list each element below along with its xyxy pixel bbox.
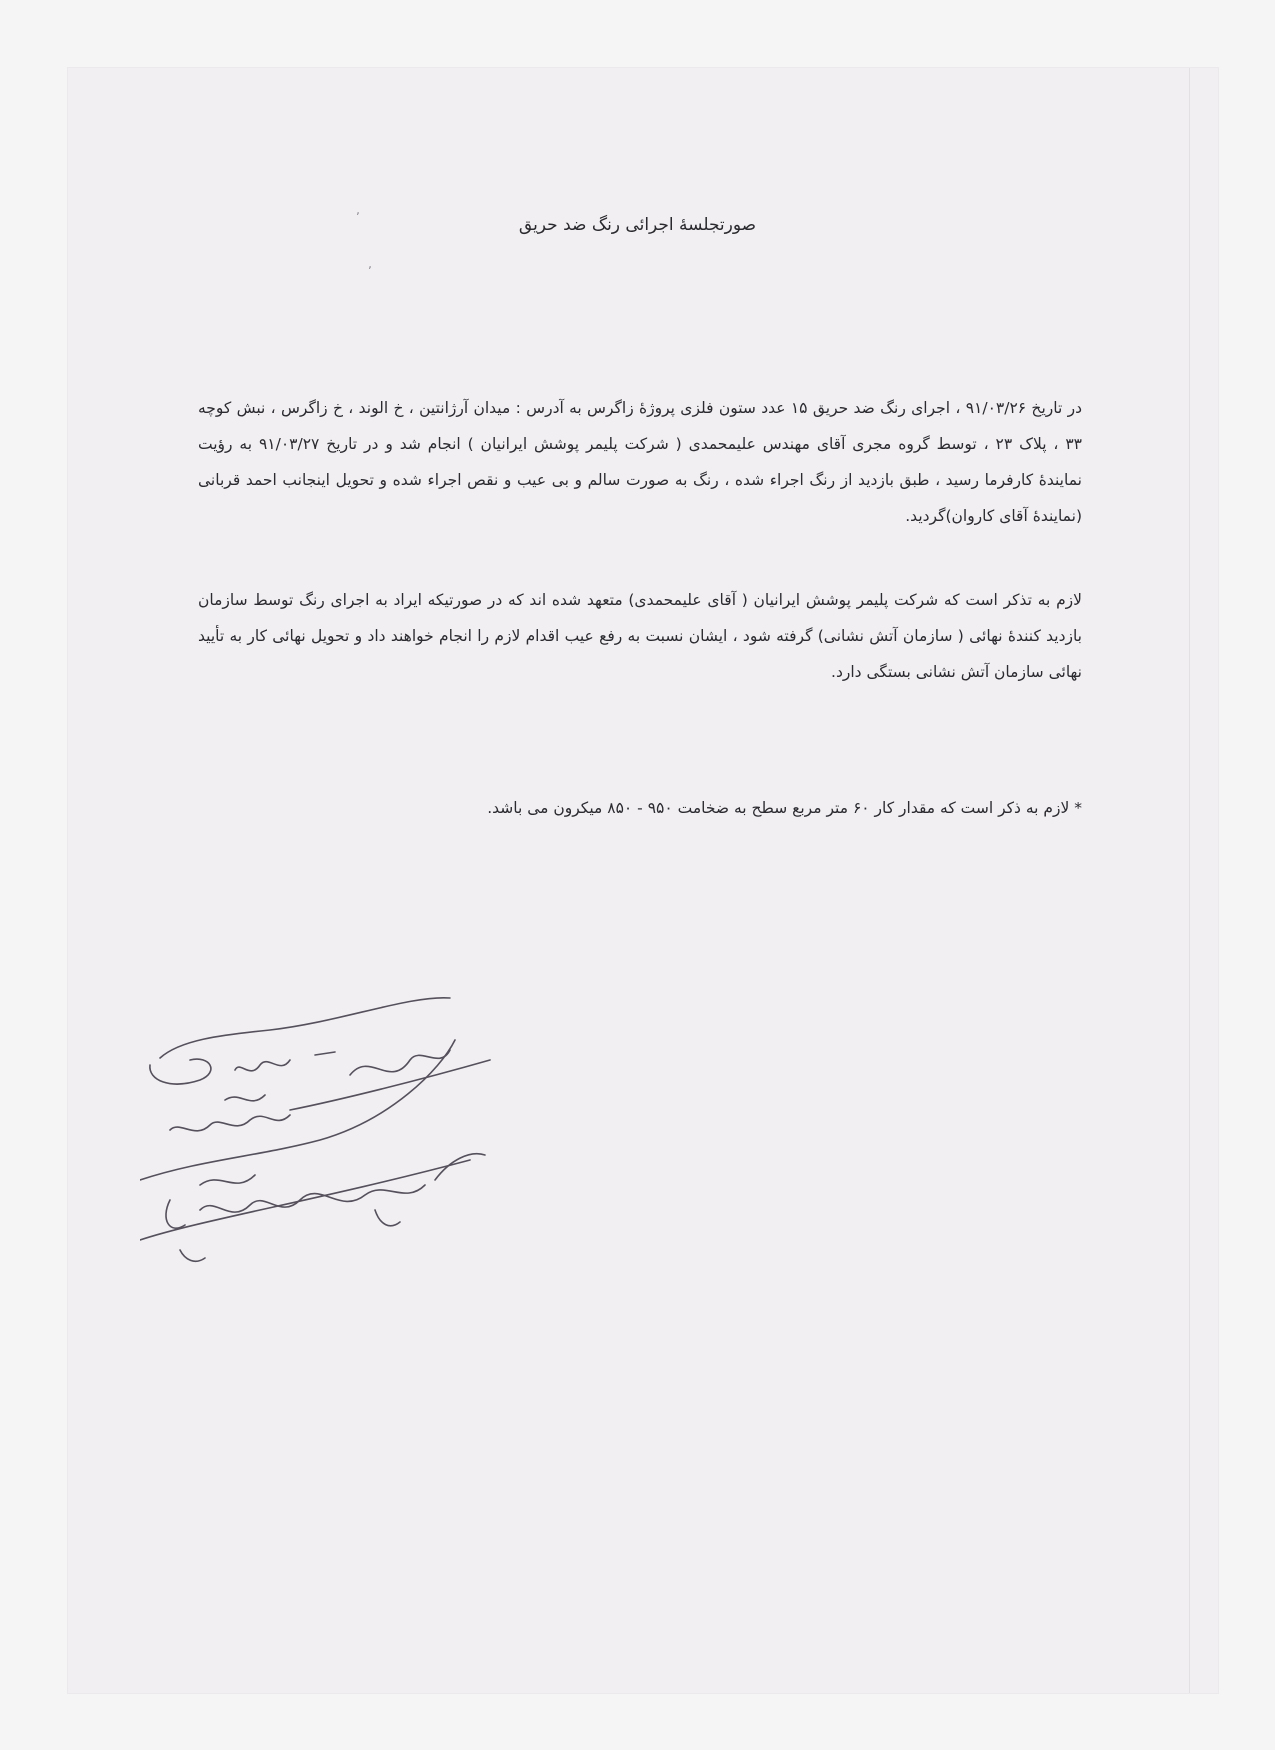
handwritten-signature: [140, 980, 560, 1280]
document-sheet: [68, 68, 1218, 1693]
paragraph-2: لازم به تذکر است که شرکت پلیمر پوشش ایرانیان ( آقای علیمحمدی) متعهد شده اند که در صورتیکه ایراد به اجرای رنگ توسط سازمان بازدید کنندهٔ نهائی ( سازمان آتش نشانی) گرفته شود ، ایشان نسبت به رفع عیب اقدام لازم را انجام خواهند داد و تحویل نهائی کار به تأیید نهائی سازمان آتش نشانی بستگی دارد.: [198, 591, 1082, 681]
document-title: صورتجلسهٔ اجرائی رنگ ضد حریق: [518, 215, 757, 235]
note-line: * لازم به ذکر است که مقدار کار ۶۰ متر مربع سطح به ضخامت ۹۵۰ - ۸۵۰ میکرون می باشد.: [487, 799, 1082, 817]
scan-speck: ٬: [356, 210, 360, 224]
scan-edge-line: [1189, 68, 1190, 1693]
paragraph-1: در تاریخ ۹۱/۰۳/۲۶ ، اجرای رنگ ضد حریق ۱۵ عدد ستون فلزی پروژهٔ زاگرس به آدرس : میدان آرژانتین ، خ الوند ، خ زاگرس ، نبش کوچه ۳۳ ، پلاک ۲۳ ، توسط گروه مجری آقای مهندس علیمحمدی ( شرکت پلیمر پوشش ایرانیان ) انجام شد و در تاریخ ۹۱/۰۳/۲۷ به رؤیت نمایندهٔ کارفرما رسید ، طبق بازدید از رنگ اجراء شده ، رنگ به صورت سالم و بی عیب و نقص اجراء شده و تحویل اینجانب احمد قربانی (نمایندهٔ آقای کاروان)گردید.: [198, 399, 1082, 525]
scan-speck: ٬: [368, 264, 372, 278]
